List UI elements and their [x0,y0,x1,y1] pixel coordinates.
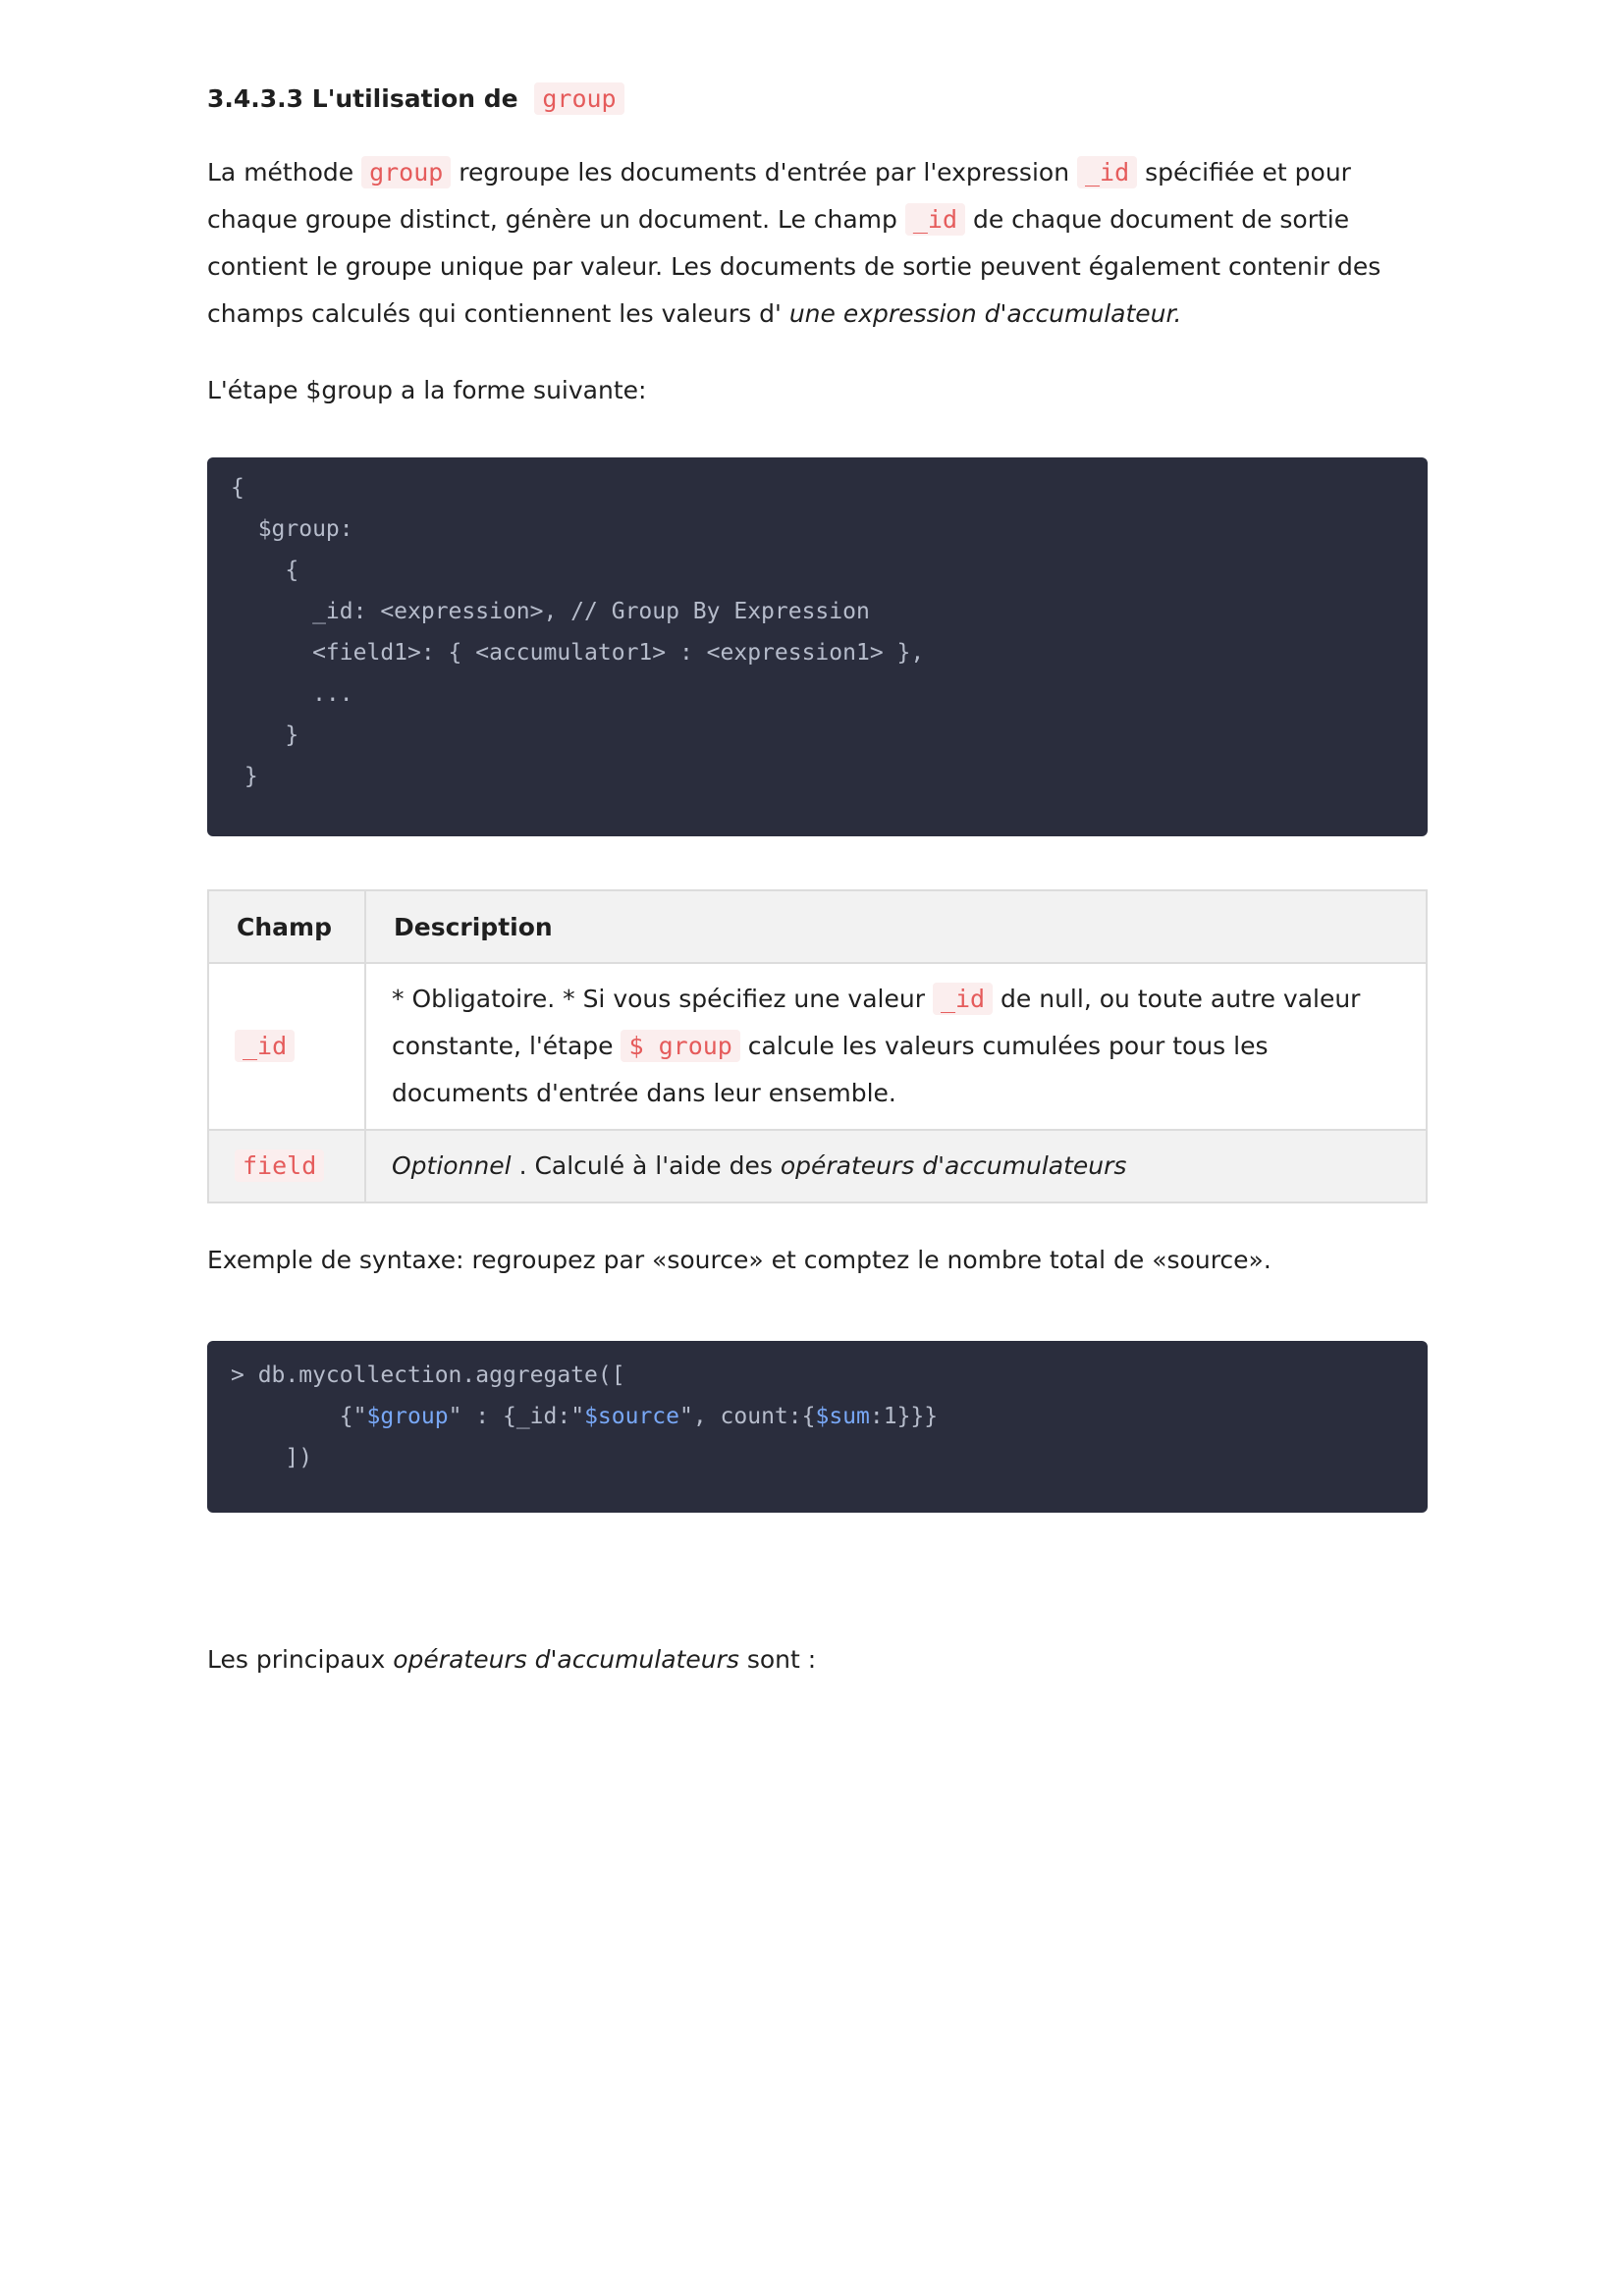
code-token-keyword: $sum [815,1404,870,1429]
closing-text-2: sont : [746,1645,817,1674]
table-cell-field [208,1130,365,1202]
field-code-id: _id [235,1030,295,1062]
intro-code-id-1: _id [1077,156,1137,188]
code-line [231,1396,1404,1437]
desc-text-2: de null, ou toute autre valeur constante, l'étape [392,985,1361,1060]
code-line: ]) [231,1445,313,1470]
table-row [208,1130,1427,1202]
intro-text-1: La méthode [207,158,354,187]
desc-italic-operateurs: opérateurs d'accumulateurs [780,1151,1127,1180]
fields-table [207,889,1428,1203]
intro-text-2: regroupe les documents d'entrée par l'expression [459,158,1070,187]
form-line: L'étape $group a la forme suivante: [207,376,647,404]
table-header-champ: Champ [208,890,365,963]
page-content [207,77,1428,1683]
code-line: ... [231,681,353,707]
code-line: > db.mycollection.aggregate([ [231,1362,625,1388]
closing-line [207,1636,1428,1683]
intro-code-group: group [361,156,451,188]
syntax-line: Exemple de syntaxe: regroupez par «source» et comptez le nombre total de «source». [207,1246,1271,1274]
intro-code-id-2: _id [905,203,965,236]
table-header-row [208,890,1427,963]
intro-text-4: de chaque document de sortie contient le groupe unique par valeur. Les documents de sortie peuvent également contenir des champs calculés qui contiennent les valeurs d' [207,205,1381,328]
field-code-field: field [235,1149,324,1182]
intro-text-italic: une expression d'accumulateur. [788,299,1182,328]
table-header-description: Description [365,890,1427,963]
code-token-keyword: $group [366,1404,449,1429]
section-heading-text: 3.4.3.3 L'utilisation de [207,84,518,113]
code-line: _id: <expression>, // Group By Expression [231,599,870,624]
code-line: } [231,722,299,748]
code-line: } [231,764,258,789]
desc-code-group: $ group [621,1030,739,1062]
table-row [208,963,1427,1130]
desc-text-calcule: . Calculé à l'aide des [518,1151,773,1180]
closing-italic: opérateurs d'accumulateurs [393,1645,739,1674]
code-token: " : {_id:" [448,1404,585,1429]
intro-text-3: spécifiée et pour chaque groupe distinct, génère un document. Le champ [207,158,1351,234]
desc-text-1: * Obligatoire. * Si vous spécifiez une valeur [392,985,925,1013]
desc-italic-optionnel: Optionnel [392,1151,512,1180]
code-line: $group: [231,516,353,542]
intro-paragraph [207,149,1428,338]
desc-code-id: _id [933,983,993,1015]
section-heading [207,77,1428,122]
code-line: { [231,475,244,501]
code-token: ", count:{ [679,1404,816,1429]
code-token: :1}}} [869,1404,939,1429]
code-block-group-form[interactable] [207,457,1428,836]
code-token: {" [231,1404,367,1429]
table-cell-description [365,1130,1427,1202]
table-cell-field [208,963,365,1130]
code-token-keyword: $source [584,1404,679,1429]
table-cell-description [365,963,1427,1130]
code-line: <field1>: { <accumulator1> : <expression1> }, [231,640,925,666]
section-heading-code: group [534,82,623,115]
code-block-example[interactable] [207,1341,1428,1513]
desc-text-3: calcule les valeurs cumulées pour tous les documents d'entrée dans leur ensemble. [392,1032,1269,1107]
code-line: { [231,558,299,583]
closing-text-1: Les principaux [207,1645,386,1674]
